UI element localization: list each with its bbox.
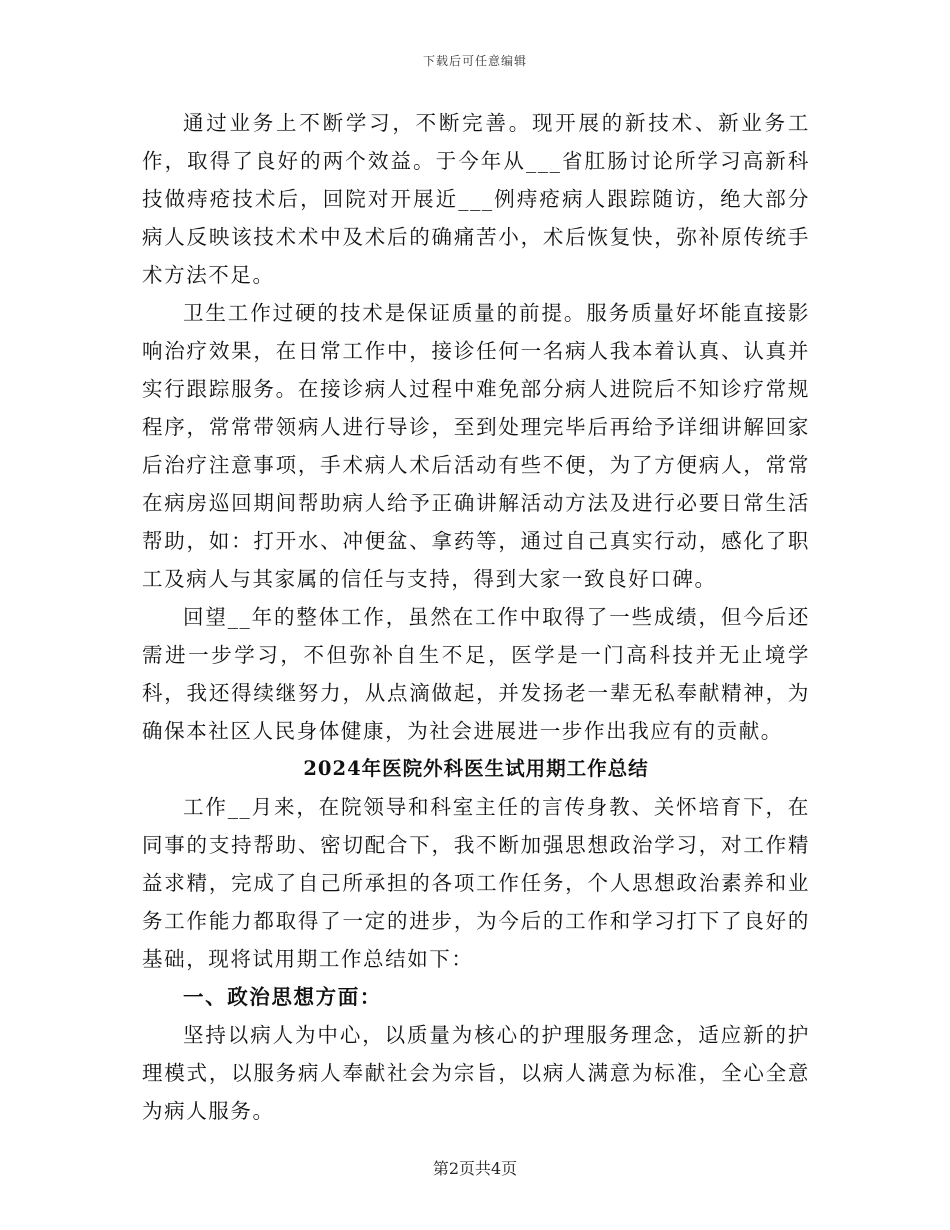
- section-title: 2024年医院外科医生试用期工作总结: [303, 757, 649, 780]
- page-number: 第2页共4页: [432, 1159, 518, 1178]
- paragraph-year-review: 回望__年的整体工作，虽然在工作中取得了一些成绩，但今后还需进一步学习，不但弥补自生不足，医学是一门高科技并无止境学科，我还得续继努力，从点滴做起，并发扬老一辈无私奉献精神，为确保本社区人民身体健康，为社会进展进一步作出我应有的贡献。: [142, 605, 810, 743]
- paragraph-service-quality: 卫生工作过硬的技术是保证质量的前提。服务质量好坏能直接影响治疗效果，在日常工作中，接诊任何一名病人我本着认真、认真并实行跟踪服务。在接诊病人过程中难免部分病人进院后不知诊疗常规程序，常常带领病人进行导诊，至到处理完毕后再给予详细讲解回家后治疗注意事项，手术病人术后活动有些不便，为了方便病人，常常在病房巡回期间帮助病人给予正确讲解活动方法及进行必要日常生活帮助，如：打开水、冲便盆、拿药等，通过自己真实行动，感化了职工及病人与其家属的信任与支持，得到大家一致良好口碑。: [142, 301, 810, 591]
- page-header: 下载后可任意编辑: [422, 54, 527, 68]
- paragraph-intro: 工作__月来，在院领导和科室主任的言传身教、关怀培育下，在同事的支持帮助、密切配合下，我不断加强思想政治学习，对工作精益求精，完成了自己所承担的各项工作任务，个人思想政治素养和业务工作能力都取得了一定的进步，为今后的工作和学习打下了良好的基础，现将试用期工作总结如下：: [142, 795, 810, 971]
- paragraph-politics: 坚持以病人为中心，以质量为核心的护理服务理念，适应新的护理模式，以服务病人奉献社会为宗旨，以病人满意为标准，全心全意为病人服务。: [142, 1023, 810, 1123]
- paragraph-new-techniques: 通过业务上不断学习，不断完善。现开展的新技术、新业务工作，取得了良好的两个效益。于今年从___省肛肠讨论所学习高新科技做痔疮技术后，回院对开展近___例痔疮病人跟踪随访，绝大部分病人反映该技术术中及术后的确痛苦小，术后恢复快，弥补原传统手术方法不足。: [142, 111, 810, 287]
- section-heading-politics: 一、政治思想方面：: [183, 985, 382, 1009]
- document-body: [142, 104, 810, 1130]
